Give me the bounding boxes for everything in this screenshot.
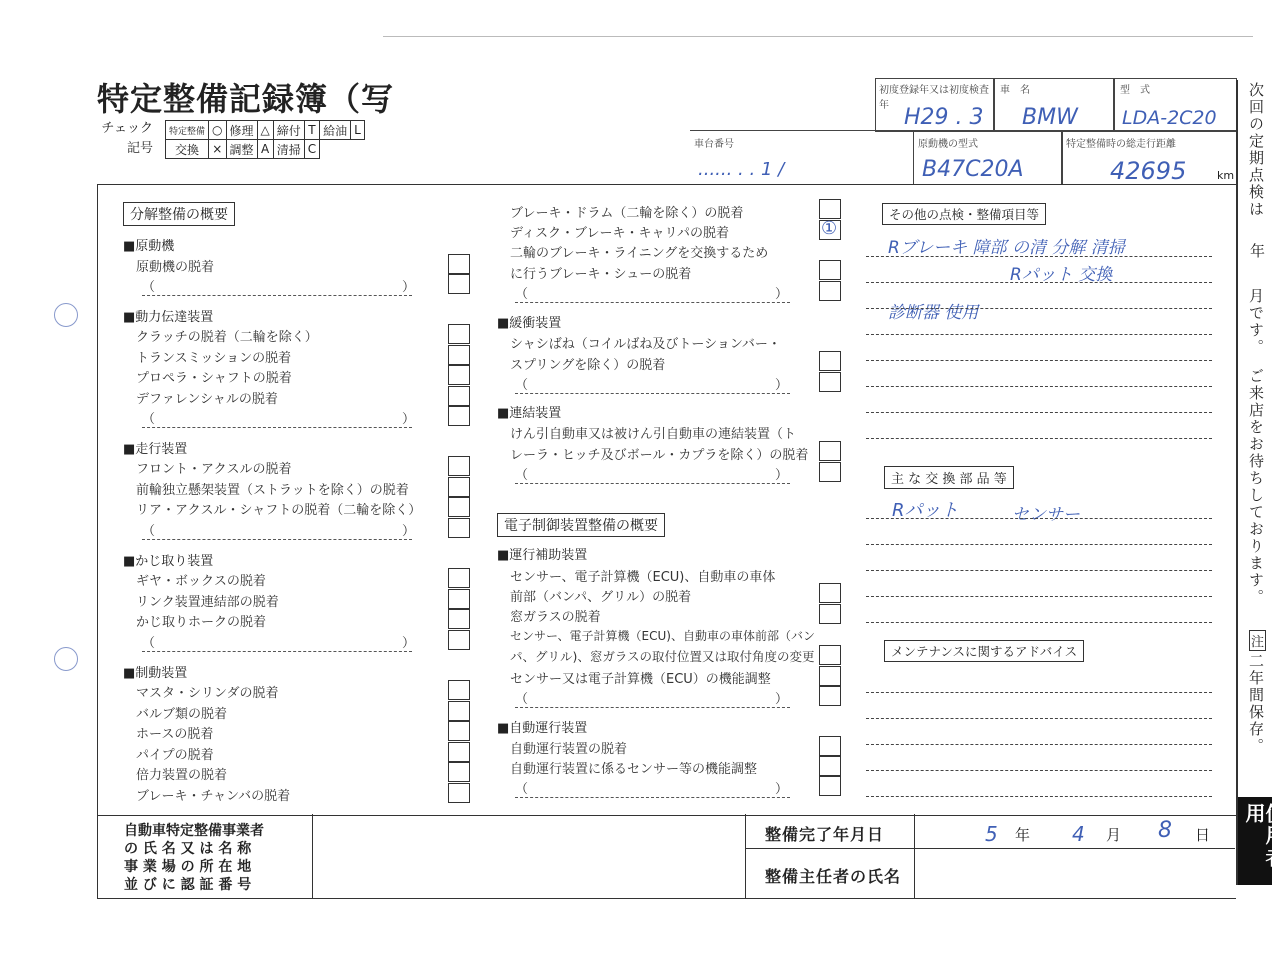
- check-item: プロペラ・シャフトの脱着: [136, 371, 292, 386]
- legend-cell: 交換: [166, 140, 209, 159]
- side-note-mark: 注: [1249, 630, 1266, 651]
- legend-cell: 給油: [320, 121, 351, 140]
- checkbox[interactable]: [448, 783, 470, 803]
- engine-value: B47C20A: [922, 157, 1024, 182]
- legend-cell: ×: [209, 140, 226, 159]
- mileage-value: 42695: [1110, 157, 1187, 185]
- legend-cell: △: [257, 121, 273, 140]
- checkbox[interactable]: [819, 736, 841, 756]
- write-line: [866, 438, 1212, 439]
- checkbox[interactable]: [819, 441, 841, 461]
- blank-item: （ ）: [142, 276, 412, 296]
- other-note-2: Rパット 交換: [1010, 265, 1113, 285]
- check-label-line2: 記号: [126, 141, 153, 156]
- page-title: 特定整備記録簿（写: [97, 80, 395, 118]
- legend-cell: 特定整備: [166, 121, 209, 140]
- first-reg-value: H29 . 3: [904, 105, 984, 130]
- checkbox[interactable]: [448, 345, 470, 365]
- write-line: [866, 334, 1212, 335]
- category-brakes: ■制動装置: [123, 666, 188, 681]
- write-line: [866, 718, 1212, 719]
- write-line: [866, 570, 1212, 571]
- check-item: ブレーキ・ドラム（二輪を除く）の脱着: [510, 206, 744, 221]
- write-line: [866, 544, 1212, 545]
- check-item: デファレンシャルの脱着: [136, 392, 278, 407]
- chassis-box: [690, 130, 913, 185]
- mileage-unit: km: [1217, 169, 1235, 182]
- blank-item: （ ）: [515, 464, 790, 484]
- check-item: 自動運行装置の脱着: [510, 742, 628, 757]
- legend-cell: L: [351, 121, 365, 140]
- completion-month-value: 4: [1072, 822, 1085, 846]
- check-item: バルブ類の脱着: [136, 707, 228, 722]
- category-engine: ■原動機: [123, 239, 175, 254]
- check-label: [98, 119, 153, 159]
- mileage-label: 特定整備時の総走行距離: [1066, 139, 1176, 150]
- completion-year-value: 5: [985, 822, 998, 846]
- side-month: 月です。: [1247, 288, 1265, 356]
- legend-cell: ○: [209, 121, 226, 140]
- advice-title: メンテナンスに関するアドバイス: [884, 640, 1084, 662]
- chassis-label: 車台番号: [694, 139, 734, 150]
- check-item: リア・アクスル・シャフトの脱着（二輪を除く）: [136, 503, 422, 518]
- checkbox[interactable]: [448, 742, 470, 762]
- engine-label: 原動機の型式: [918, 139, 978, 150]
- side-visit: ご来店をお待ちしております。: [1247, 368, 1265, 606]
- blank-item: （ ）: [515, 778, 790, 798]
- business-info-label: [124, 822, 264, 894]
- category-auto-drive: ■自動運行装置: [497, 721, 588, 736]
- model-label: 型 式: [1120, 85, 1150, 96]
- business-info-field[interactable]: [313, 816, 745, 896]
- blank-item: （ ）: [142, 632, 412, 652]
- check-item: スプリングを除く）の脱着: [510, 358, 666, 373]
- write-line: [866, 256, 1212, 257]
- blank-item: （ ）: [515, 688, 790, 708]
- check-item: 原動機の脱着: [136, 260, 215, 275]
- checkbox[interactable]: [819, 756, 841, 776]
- checkbox[interactable]: [448, 254, 470, 274]
- blank-item: （ ）: [142, 520, 412, 540]
- car-name-label: 車 名: [1000, 85, 1030, 96]
- category-transmission: ■動力伝達装置: [123, 310, 214, 325]
- write-line: [866, 282, 1212, 283]
- checkbox[interactable]: [819, 199, 841, 219]
- mileage-box: [1061, 130, 1237, 185]
- check-item: クラッチの脱着（二輪を除く）: [136, 330, 318, 345]
- day-unit: 日: [1195, 826, 1211, 844]
- other-note-3: 診断器 使用: [888, 303, 979, 323]
- parts-note-2: センサー: [1012, 505, 1080, 525]
- check-item: パイプの脱着: [136, 748, 214, 763]
- check-item: 前部（バンパ、グリル）の脱着: [510, 590, 692, 605]
- check-item: フロント・アクスルの脱着: [136, 462, 292, 477]
- checkbox[interactable]: [448, 609, 470, 629]
- checkbox[interactable]: [819, 666, 841, 686]
- check-item: 前輪独立懸架装置（ストラットを除く）の脱着: [136, 483, 409, 498]
- checkbox[interactable]: [448, 568, 470, 588]
- checkbox[interactable]: [819, 281, 841, 301]
- checkbox[interactable]: [448, 456, 470, 476]
- punch-hole-bottom: [54, 647, 78, 671]
- other-items-title: その他の点検・整備項目等: [882, 203, 1046, 225]
- business-line: の 氏 名 又 は 名 称: [124, 841, 252, 857]
- write-line: [866, 308, 1212, 309]
- category-drive-assist: ■運行補助装置: [497, 548, 588, 563]
- side-year: 年: [1250, 242, 1266, 260]
- category-steering: ■かじ取り装置: [123, 554, 214, 569]
- write-line: [866, 518, 1212, 519]
- checkbox[interactable]: [448, 386, 470, 406]
- checkbox[interactable]: [819, 604, 841, 624]
- blank-item: （ ）: [515, 374, 790, 394]
- other-note-1: Rブレーキ 障部 の清 分解 清掃: [888, 238, 1125, 258]
- check-item: センサー、電子計算機（ECU)、自動車の車体: [510, 570, 776, 585]
- side-next-check: 次回の定期点検は: [1247, 82, 1265, 218]
- month-unit: 月: [1106, 826, 1122, 844]
- blank-item: （ ）: [142, 408, 412, 428]
- checkbox[interactable]: [819, 686, 841, 706]
- legend-cell: 修理: [226, 121, 257, 140]
- engine-box: [913, 130, 1063, 185]
- user-copy-label: 使用者用: [1242, 803, 1286, 869]
- checkbox[interactable]: [448, 365, 470, 385]
- supervisor-name-field[interactable]: [916, 850, 1234, 896]
- side-note: 二年間保存。: [1247, 653, 1265, 755]
- legend-cell: T: [304, 121, 319, 140]
- checkbox[interactable]: [448, 518, 470, 538]
- checkbox[interactable]: [448, 497, 470, 517]
- checkbox[interactable]: [448, 477, 470, 497]
- user-copy-tab: [1238, 797, 1286, 885]
- first-reg-box: [875, 78, 995, 132]
- write-line: [866, 412, 1212, 413]
- checkbox[interactable]: [448, 680, 470, 700]
- legend-cell: 調整: [226, 140, 257, 159]
- parts-title: 主 な 交 換 部 品 等: [884, 466, 1014, 489]
- check-item: けん引自動車又は被けん引自動車の連結装置（ト: [510, 427, 797, 442]
- brake-mark: ①: [821, 218, 838, 239]
- checkbox[interactable]: [819, 260, 841, 280]
- checkbox[interactable]: [819, 462, 841, 482]
- year-unit: 年: [1015, 826, 1031, 844]
- check-item: ブレーキ・チャンバの脱着: [136, 789, 291, 804]
- check-item: リンク装置連結部の脱着: [136, 595, 279, 610]
- model-box: [1113, 78, 1237, 132]
- blank-item: （ ）: [515, 283, 790, 303]
- checkbox[interactable]: [819, 372, 841, 392]
- checkbox[interactable]: [448, 721, 470, 741]
- check-item: ディスク・ブレーキ・キャリパの脱着: [510, 226, 730, 241]
- check-item: トランスミッションの脱着: [136, 351, 292, 366]
- disassembly-section-title: 分解整備の概要: [123, 202, 235, 226]
- checkbox[interactable]: [448, 630, 470, 650]
- legend-cell: 締付: [273, 121, 304, 140]
- check-item: マスタ・シリンダの脱着: [136, 686, 279, 701]
- divider: [914, 814, 915, 898]
- check-item: シャシばね（コイルばね及びトーションバー・: [510, 337, 781, 352]
- category-coupling: ■連結装置: [497, 406, 562, 421]
- electronic-section-title: 電子制御装置整備の概要: [497, 513, 665, 537]
- car-name-box: [993, 78, 1115, 132]
- check-item: ホースの脱着: [136, 727, 214, 742]
- business-line: 事 業 場 の 所 在 地: [124, 859, 252, 875]
- check-item: 二輪のブレーキ・ライニングを交換するため: [510, 246, 769, 261]
- checkbox[interactable]: [448, 762, 470, 782]
- first-reg-label: 初度登録年又は初度検査年: [879, 85, 989, 111]
- write-line: [866, 744, 1212, 745]
- write-line: [866, 360, 1212, 361]
- write-line: [866, 796, 1212, 797]
- check-item: 窓ガラスの脱着: [510, 610, 601, 625]
- write-line: [866, 622, 1212, 623]
- category-running-gear: ■走行装置: [123, 442, 188, 457]
- supervisor-name-label: 整備主任者の氏名: [765, 867, 902, 886]
- car-name-value: BMW: [1022, 105, 1078, 130]
- check-item: ギヤ・ボックスの脱着: [136, 574, 266, 589]
- check-item: 倍力装置の脱着: [136, 768, 228, 783]
- legend-cell: A: [257, 140, 273, 159]
- checkbox[interactable]: [819, 583, 841, 603]
- check-item: パ、グリル)、窓ガラスの取付位置又は取付角度の変更: [510, 649, 815, 664]
- write-line: [866, 386, 1212, 387]
- checkbox[interactable]: [819, 351, 841, 371]
- checkbox[interactable]: [448, 589, 470, 609]
- legend-cell: 清掃: [273, 140, 304, 159]
- business-line: 自動車特定整備事業者: [124, 823, 264, 839]
- legend-cell: C: [304, 140, 319, 159]
- check-item: レーラ・ヒッチ及びボール・カプラを除く）の脱着: [510, 448, 809, 463]
- checkbox[interactable]: [819, 776, 841, 796]
- completion-date-label: 整備完了年月日: [765, 825, 885, 844]
- write-line: [866, 692, 1212, 693]
- check-item: かじ取りホークの脱着: [136, 615, 267, 630]
- write-line: [866, 596, 1212, 597]
- checkbox-marked[interactable]: [819, 220, 841, 240]
- check-item: 自動運行装置に係るセンサー等の機能調整: [510, 762, 758, 777]
- chassis-value: ...... . . 1 /: [698, 159, 785, 180]
- side-border: [1236, 80, 1238, 885]
- legend-table: [165, 120, 365, 159]
- check-item: に行うブレーキ・シューの脱着: [510, 267, 692, 282]
- model-value: LDA-2C20: [1122, 107, 1217, 129]
- checkbox[interactable]: [448, 274, 470, 294]
- check-item: センサー、電子計算機（ECU)、自動車の車体前部（バン: [510, 629, 815, 643]
- parts-note-1: Rパット: [892, 500, 959, 521]
- business-line: 並 び に 認 証 番 号: [124, 877, 252, 893]
- category-suspension: ■緩衝装置: [497, 316, 562, 331]
- checkbox[interactable]: [819, 645, 841, 665]
- check-label-line1: チェック: [101, 121, 153, 136]
- divider: [745, 814, 746, 898]
- checkbox[interactable]: [448, 701, 470, 721]
- write-line: [866, 770, 1212, 771]
- paper-edge: [383, 36, 1253, 41]
- completion-day-value: 8: [1158, 818, 1172, 843]
- checkbox[interactable]: [448, 324, 470, 344]
- checkbox[interactable]: [448, 406, 470, 426]
- punch-hole-top: [54, 303, 78, 327]
- divider: [746, 848, 1235, 849]
- check-item: センサー又は電子計算機（ECU）の機能調整: [510, 672, 771, 687]
